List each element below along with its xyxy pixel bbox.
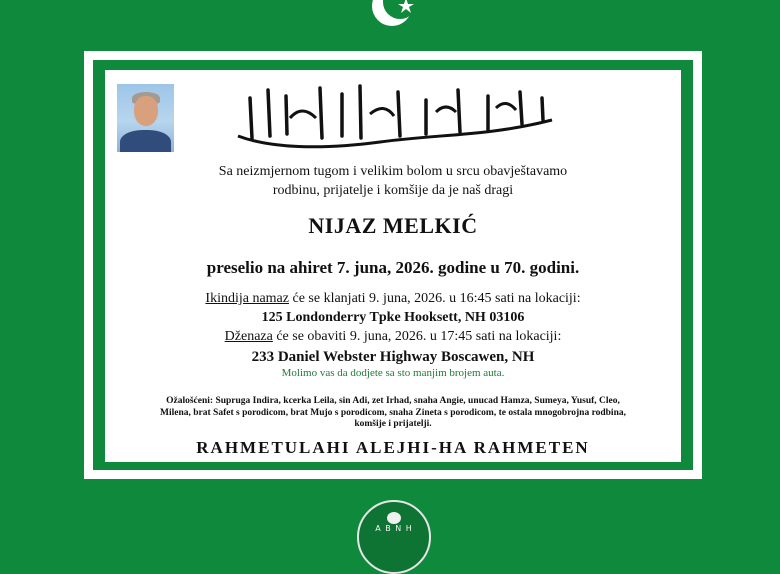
intro-text	[105, 162, 681, 200]
parking-note: Molimo vas da dodjete sa sto manjim brojem auta.	[281, 367, 505, 379]
intro-line-2: rodbinu, prijatelje i komšije da je naš dragi	[272, 183, 514, 198]
svg-text:بسم الله الرحمن الرحيم: بسم الله الرحمن الرحيم	[345, 148, 445, 159]
dzenaza-line: Dženaza će se obaviti 9. juna, 2026. u 17:45 sati na lokaciji:	[224, 329, 562, 344]
intro-line-1: Sa neizmjernom tugom i velikim bolom u srcu obavještavamo	[218, 164, 568, 179]
dzenaza-label: Dženaza	[224, 329, 273, 344]
deceased-photo	[117, 84, 174, 152]
closing-prayer: RAHMETULAHI ALEJHI-HA RAHMETEN	[196, 438, 590, 457]
mourners-list: Ožalošćeni: Supruga Indira, kcerka Leila, sin Adi, zet Irhad, snaha Angie, unucad Hamza, Sumeya, Yusuf, Cleo, Milena, brat Safet s porodicom, brat Mujo s porodicom, snaha Zineta s porodicom, te ostala mnogobrojna rodbina, komšije i prijatelji.	[160, 396, 626, 429]
deceased-name: NIJAZ MELKIĆ	[308, 213, 478, 238]
organization-seal	[357, 500, 431, 574]
seal-text: A B N H	[375, 524, 413, 533]
obituary-card	[105, 70, 681, 462]
ikindija-label: Ikindija namaz	[205, 291, 289, 306]
ikindija-line: Ikindija namaz će se klanjati 9. juna, 2026. u 16:45 sati na lokaciji:	[205, 291, 581, 306]
tree-icon	[387, 512, 401, 524]
crescent-star-icon	[362, 0, 432, 32]
dzenaza-location: 233 Daniel Webster Highway Boscawen, NH	[251, 349, 535, 365]
bismillah-calligraphy	[230, 78, 560, 160]
passing-line: preselio na ahiret 7. juna, 2026. godine u 70. godini.	[206, 258, 580, 277]
ikindija-location: 125 Londonderry Tpke Hooksett, NH 03106	[261, 310, 525, 325]
